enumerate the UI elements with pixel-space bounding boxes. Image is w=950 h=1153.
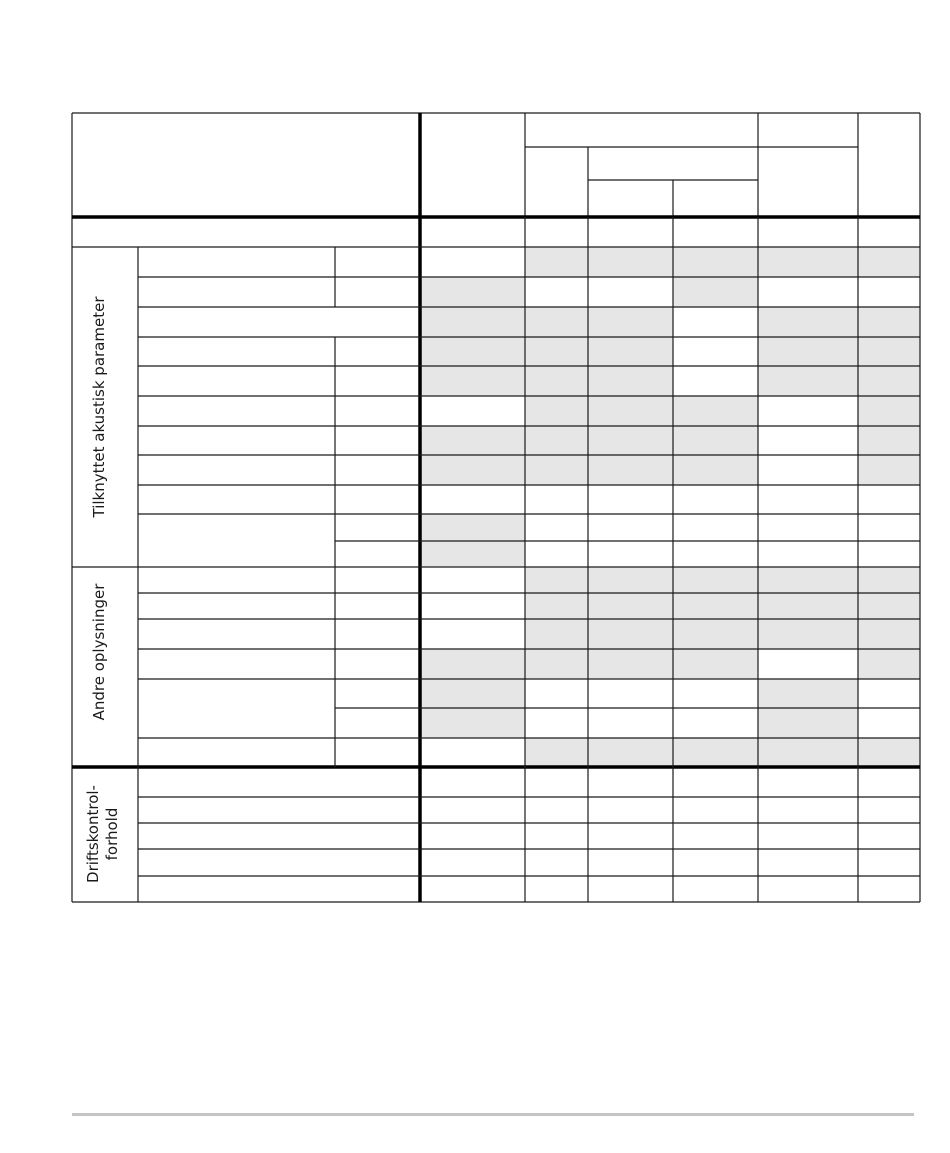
shaded-cell <box>420 426 525 455</box>
shaded-cell <box>673 649 758 679</box>
shaded-cell <box>420 337 525 366</box>
shaded-cell <box>858 593 920 619</box>
shaded-cell <box>525 307 588 337</box>
group-label-operating-conditions-line2: forhold <box>103 807 121 861</box>
shaded-cell <box>588 247 673 277</box>
shaded-cell <box>858 247 920 277</box>
shaded-cell <box>673 738 758 767</box>
shaded-cell <box>420 708 525 738</box>
shaded-cell <box>858 426 920 455</box>
shaded-cell <box>758 337 858 366</box>
group-label-other-information: Andre oplysninger <box>90 583 108 721</box>
shaded-cell <box>588 337 673 366</box>
shaded-cell <box>588 649 673 679</box>
shaded-cell <box>858 366 920 396</box>
shaded-cell <box>525 247 588 277</box>
shaded-cell <box>525 455 588 485</box>
shaded-cell <box>588 455 673 485</box>
shaded-cell <box>758 307 858 337</box>
shaded-cell <box>525 337 588 366</box>
shaded-cell <box>673 619 758 649</box>
shaded-cell <box>420 366 525 396</box>
shaded-cell <box>758 708 858 738</box>
shaded-cell <box>420 307 525 337</box>
shaded-cell <box>858 649 920 679</box>
shaded-cell <box>858 567 920 593</box>
footer-rule <box>72 1113 914 1116</box>
shaded-cell <box>673 277 758 307</box>
shaded-cell <box>525 649 588 679</box>
shaded-cell <box>525 396 588 426</box>
shaded-cell <box>758 567 858 593</box>
shaded-cell <box>588 619 673 649</box>
shaded-cell <box>420 514 525 541</box>
shaded-cell <box>673 426 758 455</box>
shaded-cell <box>588 738 673 767</box>
table-rules <box>72 113 920 902</box>
shaded-cell <box>758 366 858 396</box>
shaded-cell <box>525 619 588 649</box>
shaded-cell <box>588 366 673 396</box>
shaded-cell <box>758 619 858 649</box>
shaded-cell <box>758 679 858 708</box>
shaded-cell <box>858 738 920 767</box>
shaded-cell <box>858 396 920 426</box>
shaded-cell <box>420 679 525 708</box>
shaded-cell <box>673 567 758 593</box>
shaded-cell <box>588 307 673 337</box>
shaded-cell <box>525 366 588 396</box>
shaded-cell <box>420 455 525 485</box>
shaded-cell <box>525 426 588 455</box>
shaded-cell <box>758 738 858 767</box>
shaded-cell <box>758 593 858 619</box>
group-label-acoustic-parameter: Tilknyttet akustisk parameter <box>90 296 108 518</box>
shaded-cell <box>758 247 858 277</box>
group-label-operating-conditions-line1: Driftskontrol- <box>84 785 102 883</box>
shaded-cell <box>673 396 758 426</box>
shaded-cell <box>588 593 673 619</box>
shaded-cell <box>588 396 673 426</box>
shaded-cell <box>673 593 758 619</box>
shaded-cell <box>588 567 673 593</box>
shaded-cells <box>420 247 920 767</box>
shaded-cell <box>858 307 920 337</box>
shaded-cell <box>858 455 920 485</box>
shaded-cell <box>858 619 920 649</box>
shaded-cell <box>420 541 525 567</box>
shaded-cell <box>673 455 758 485</box>
shaded-cell <box>858 337 920 366</box>
shaded-cell <box>588 426 673 455</box>
shaded-cell <box>525 593 588 619</box>
shaded-cell <box>420 649 525 679</box>
shaded-cell <box>420 277 525 307</box>
shaded-cell <box>525 738 588 767</box>
shaded-cell <box>525 567 588 593</box>
shaded-cell <box>673 247 758 277</box>
